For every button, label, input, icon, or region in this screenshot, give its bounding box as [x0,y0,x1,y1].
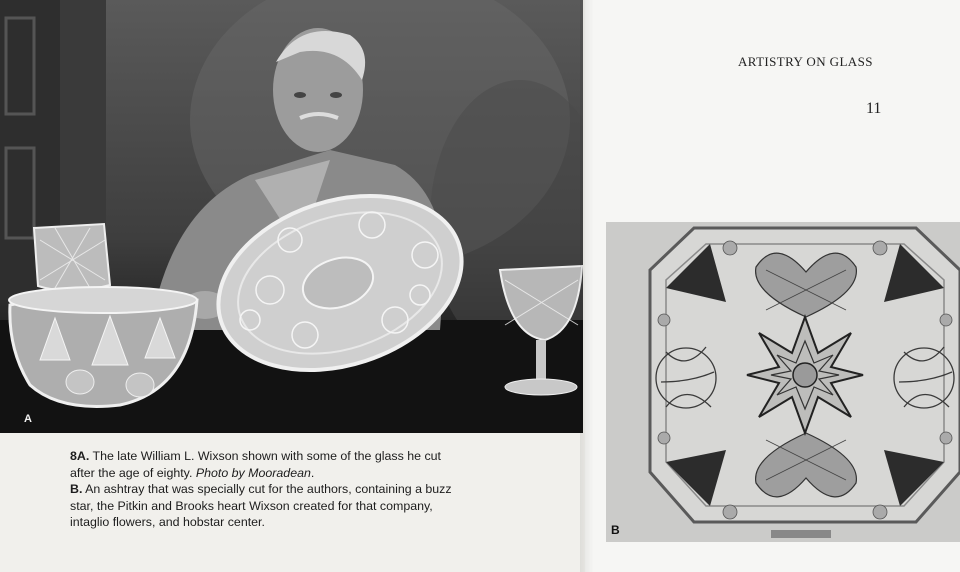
figure-b-label: B [611,523,620,537]
running-head: ARTISTRY ON GLASS [738,54,873,69]
photo-credit: Photo by Mooradean [195,465,311,480]
page-number: 11 [866,100,882,117]
caption-text-b: An ashtray that was specially cut for the authors, containing a buzz star, the Pitkin and Brooks heart Wixson created for that company, intaglio flowers, and hobstar center. [70,482,452,530]
caption-text-a: The late William L. Wixson shown with some of the glass he cut after the age of eighty. [70,449,441,480]
page-gutter [580,0,594,572]
figure-a-label: A [24,413,32,425]
caption-lead-b: B. [70,482,83,497]
caption-text-a-end: . [310,465,315,480]
caption-lead-a: 8A. [70,449,90,463]
photo-figure-a [0,0,583,433]
photo-figure-b [606,222,960,542]
figure-caption [70,448,465,531]
